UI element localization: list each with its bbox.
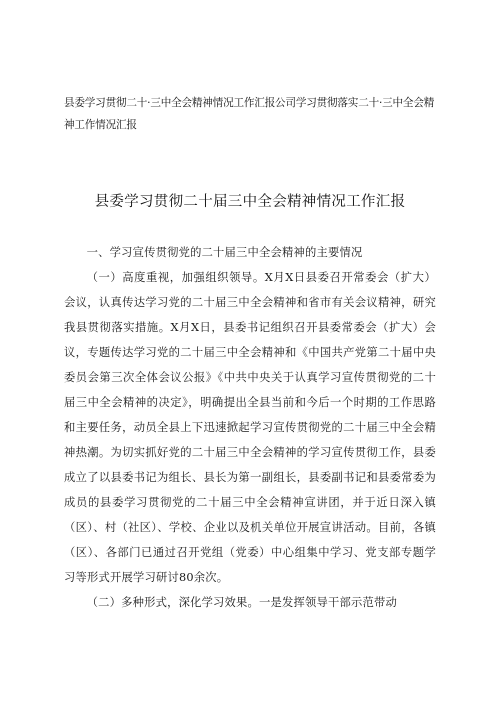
header-line-1: 县委学习贯彻二十·三中全会精神情况工作汇报公司学习贯彻落实二十·三中全会精 (64, 97, 435, 109)
section-heading: 一、学习宣传贯彻党的二十届三中全会精神的主要情况 (86, 246, 363, 259)
document-title: 县委学习贯彻二十届三中全会精神情况工作汇报 (94, 194, 406, 210)
document-body (64, 240, 436, 615)
document-header (64, 92, 444, 136)
header-line-2: 神工作情况汇报 (64, 119, 137, 131)
paragraph-1: （一）高度重视，加强组织领导。X月X日县委召开常委会（扩大）会议，认真传达学习党的二十届三中全会精神和省市有关会议精神，研究我县贯彻落实措施。X月X日，县委书记组织召开县委常委会（扩大）会议，专题传达学习党的二十届三中全会精神和《中国共产党第二十届中央委员会第三次全体会议公报》《中共中央关于认真学习宣传贯彻党的二十届三中全会精神的决定》，明确提出全县当前和今后一个时期的工作思路和主要任务，动员全县上下迅速掀起学习宣传贯彻党的二十届三中全会精神热潮。为切实抓好党的二十届三中全会精神的学习宣传贯彻工作，县委成立了以县委书记为组长、县长为第一副组长，县委副书记和县委常委为成员的县委学习贯彻党的二十届三中全会精神宣讲团，并于近日深入镇（区）、村（社区）、学校、企业以及机关单位开展宣讲活动。目前，各镇（区）、各部门已通过召开党组（党委）中心组集中学习、党支部专题学习等形式开展学习研讨80余次。 (64, 271, 436, 584)
paragraph-2: （二）多种形式，深化学习效果。一是发挥领导干部示范带动 (86, 596, 398, 609)
